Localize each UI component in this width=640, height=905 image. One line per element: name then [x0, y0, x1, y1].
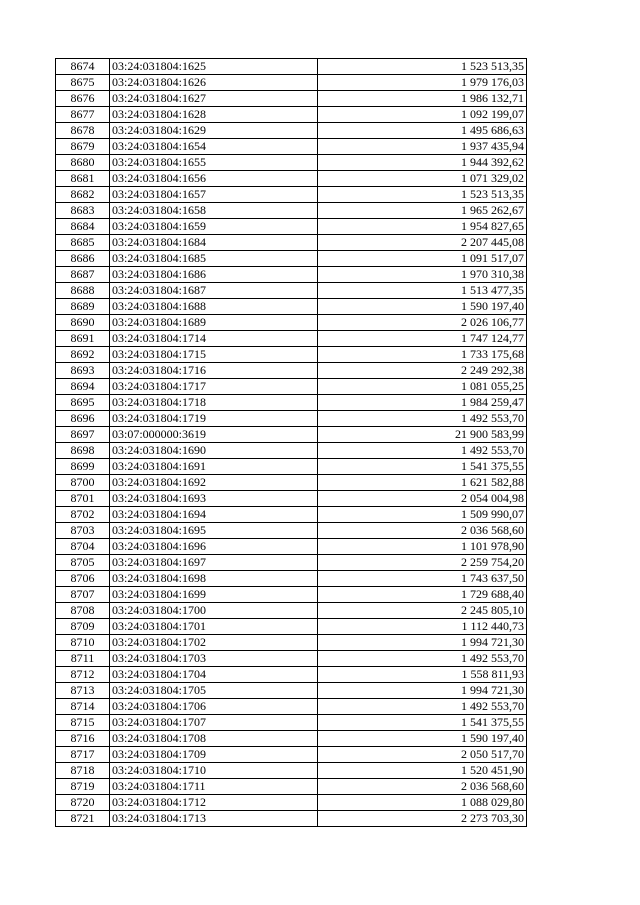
- cadastral-number-cell: 03:24:031804:1711: [110, 779, 318, 795]
- cadastral-value-cell: 2 036 568,60: [318, 523, 527, 539]
- row-number-cell: 8720: [56, 795, 110, 811]
- cadastral-value-cell: 1 520 451,90: [318, 763, 527, 779]
- table-row: [56, 347, 527, 363]
- cadastral-value-cell: 1 590 197,40: [318, 731, 527, 747]
- cadastral-value-cell: 1 492 553,70: [318, 411, 527, 427]
- table-row: [56, 91, 527, 107]
- cadastral-value-cell: 1 492 553,70: [318, 443, 527, 459]
- cadastral-value-cell: 1 541 375,55: [318, 459, 527, 475]
- cadastral-value-cell: 1 088 029,80: [318, 795, 527, 811]
- table-row: [56, 699, 527, 715]
- table-row: [56, 715, 527, 731]
- cadastral-value-cell: 1 979 176,03: [318, 75, 527, 91]
- row-number-cell: 8717: [56, 747, 110, 763]
- cadastral-value-cell: 1 112 440,73: [318, 619, 527, 635]
- cadastral-value-cell: 1 101 978,90: [318, 539, 527, 555]
- cadastral-number-cell: 03:24:031804:1707: [110, 715, 318, 731]
- cadastral-value-cell: 1 513 477,35: [318, 283, 527, 299]
- row-number-cell: 8686: [56, 251, 110, 267]
- row-number-cell: 8704: [56, 539, 110, 555]
- table-row: [56, 59, 527, 75]
- cadastral-number-cell: 03:24:031804:1629: [110, 123, 318, 139]
- row-number-cell: 8701: [56, 491, 110, 507]
- cadastral-number-cell: 03:24:031804:1659: [110, 219, 318, 235]
- cadastral-value-cell: 21 900 583,99: [318, 427, 527, 443]
- cadastral-number-cell: 03:24:031804:1697: [110, 555, 318, 571]
- table-row: [56, 619, 527, 635]
- cadastral-value-cell: 1 590 197,40: [318, 299, 527, 315]
- row-number-cell: 8706: [56, 571, 110, 587]
- cadastral-number-cell: 03:24:031804:1715: [110, 347, 318, 363]
- table-row: [56, 171, 527, 187]
- row-number-cell: 8716: [56, 731, 110, 747]
- row-number-cell: 8674: [56, 59, 110, 75]
- row-number-cell: 8721: [56, 811, 110, 827]
- cadastral-number-cell: 03:24:031804:1689: [110, 315, 318, 331]
- cadastral-number-cell: 03:24:031804:1691: [110, 459, 318, 475]
- table-row: [56, 379, 527, 395]
- cadastral-value-cell: 1 509 990,07: [318, 507, 527, 523]
- cadastral-number-cell: 03:24:031804:1628: [110, 107, 318, 123]
- cadastral-number-cell: 03:24:031804:1706: [110, 699, 318, 715]
- cadastral-number-cell: 03:24:031804:1705: [110, 683, 318, 699]
- cadastral-number-cell: 03:24:031804:1695: [110, 523, 318, 539]
- row-number-cell: 8680: [56, 155, 110, 171]
- row-number-cell: 8691: [56, 331, 110, 347]
- row-number-cell: 8718: [56, 763, 110, 779]
- cadastral-value-cell: 2 054 004,98: [318, 491, 527, 507]
- row-number-cell: 8713: [56, 683, 110, 699]
- cadastral-value-cell: 1 523 513,35: [318, 187, 527, 203]
- row-number-cell: 8719: [56, 779, 110, 795]
- table-row: [56, 763, 527, 779]
- table-row: [56, 251, 527, 267]
- cadastral-value-cell: 1 541 375,55: [318, 715, 527, 731]
- table-row: [56, 555, 527, 571]
- cadastral-number-cell: 03:24:031804:1654: [110, 139, 318, 155]
- table-row: [56, 395, 527, 411]
- table-row: [56, 667, 527, 683]
- cadastral-number-cell: 03:24:031804:1698: [110, 571, 318, 587]
- cadastral-number-cell: 03:24:031804:1658: [110, 203, 318, 219]
- row-number-cell: 8711: [56, 651, 110, 667]
- cadastral-number-cell: 03:24:031804:1699: [110, 587, 318, 603]
- cadastral-number-cell: 03:24:031804:1690: [110, 443, 318, 459]
- table-row: [56, 267, 527, 283]
- row-number-cell: 8712: [56, 667, 110, 683]
- row-number-cell: 8708: [56, 603, 110, 619]
- row-number-cell: 8677: [56, 107, 110, 123]
- cadastral-number-cell: 03:24:031804:1708: [110, 731, 318, 747]
- cadastral-number-cell: 03:07:000000:3619: [110, 427, 318, 443]
- row-number-cell: 8695: [56, 395, 110, 411]
- table-row: [56, 795, 527, 811]
- table-row: [56, 219, 527, 235]
- table-row: [56, 363, 527, 379]
- cadastral-value-cell: 1 492 553,70: [318, 651, 527, 667]
- cadastral-value-cell: 2 207 445,08: [318, 235, 527, 251]
- cadastral-value-cell: 1 944 392,62: [318, 155, 527, 171]
- cadastral-value-cell: 1 994 721,30: [318, 683, 527, 699]
- row-number-cell: 8688: [56, 283, 110, 299]
- cadastral-number-cell: 03:24:031804:1684: [110, 235, 318, 251]
- table-row: [56, 139, 527, 155]
- table-row: [56, 523, 527, 539]
- cadastral-value-cell: 1 495 686,63: [318, 123, 527, 139]
- cadastral-number-cell: 03:24:031804:1688: [110, 299, 318, 315]
- cadastral-value-table-container: [55, 58, 526, 827]
- table-row: [56, 155, 527, 171]
- cadastral-value-cell: 1 986 132,71: [318, 91, 527, 107]
- cadastral-number-cell: 03:24:031804:1700: [110, 603, 318, 619]
- table-row: [56, 507, 527, 523]
- table-row: [56, 411, 527, 427]
- row-number-cell: 8687: [56, 267, 110, 283]
- cadastral-number-cell: 03:24:031804:1696: [110, 539, 318, 555]
- table-row: [56, 539, 527, 555]
- table-row: [56, 459, 527, 475]
- cadastral-number-cell: 03:24:031804:1704: [110, 667, 318, 683]
- cadastral-value-cell: 1 970 310,38: [318, 267, 527, 283]
- row-number-cell: 8714: [56, 699, 110, 715]
- cadastral-value-cell: 1 071 329,02: [318, 171, 527, 187]
- cadastral-value-cell: 1 092 199,07: [318, 107, 527, 123]
- cadastral-number-cell: 03:24:031804:1685: [110, 251, 318, 267]
- cadastral-number-cell: 03:24:031804:1687: [110, 283, 318, 299]
- cadastral-number-cell: 03:24:031804:1709: [110, 747, 318, 763]
- cadastral-value-cell: 1 937 435,94: [318, 139, 527, 155]
- table-row: [56, 443, 527, 459]
- cadastral-number-cell: 03:24:031804:1716: [110, 363, 318, 379]
- cadastral-number-cell: 03:24:031804:1625: [110, 59, 318, 75]
- row-number-cell: 8678: [56, 123, 110, 139]
- cadastral-number-cell: 03:24:031804:1627: [110, 91, 318, 107]
- cadastral-value-cell: 2 273 703,30: [318, 811, 527, 827]
- table-row: [56, 427, 527, 443]
- row-number-cell: 8715: [56, 715, 110, 731]
- table-row: [56, 299, 527, 315]
- cadastral-value-cell: 1 729 688,40: [318, 587, 527, 603]
- cadastral-number-cell: 03:24:031804:1713: [110, 811, 318, 827]
- cadastral-value-cell: 1 091 517,07: [318, 251, 527, 267]
- table-row: [56, 203, 527, 219]
- row-number-cell: 8690: [56, 315, 110, 331]
- row-number-cell: 8692: [56, 347, 110, 363]
- cadastral-value-cell: 2 026 106,77: [318, 315, 527, 331]
- cadastral-number-cell: 03:24:031804:1626: [110, 75, 318, 91]
- row-number-cell: 8698: [56, 443, 110, 459]
- cadastral-number-cell: 03:24:031804:1719: [110, 411, 318, 427]
- table-row: [56, 587, 527, 603]
- row-number-cell: 8675: [56, 75, 110, 91]
- table-row: [56, 491, 527, 507]
- table-row: [56, 747, 527, 763]
- row-number-cell: 8707: [56, 587, 110, 603]
- table-row: [56, 235, 527, 251]
- table-row: [56, 123, 527, 139]
- cadastral-number-cell: 03:24:031804:1655: [110, 155, 318, 171]
- table-row: [56, 475, 527, 491]
- cadastral-number-cell: 03:24:031804:1693: [110, 491, 318, 507]
- table-row: [56, 187, 527, 203]
- cadastral-value-cell: 1 733 175,68: [318, 347, 527, 363]
- cadastral-number-cell: 03:24:031804:1656: [110, 171, 318, 187]
- table-row: [56, 683, 527, 699]
- cadastral-number-cell: 03:24:031804:1718: [110, 395, 318, 411]
- row-number-cell: 8699: [56, 459, 110, 475]
- row-number-cell: 8681: [56, 171, 110, 187]
- table-row: [56, 331, 527, 347]
- table-row: [56, 107, 527, 123]
- cadastral-number-cell: 03:24:031804:1714: [110, 331, 318, 347]
- row-number-cell: 8697: [56, 427, 110, 443]
- row-number-cell: 8683: [56, 203, 110, 219]
- row-number-cell: 8694: [56, 379, 110, 395]
- cadastral-value-cell: 2 259 754,20: [318, 555, 527, 571]
- cadastral-value-cell: 1 621 582,88: [318, 475, 527, 491]
- table-row: [56, 635, 527, 651]
- cadastral-value-cell: 1 984 259,47: [318, 395, 527, 411]
- cadastral-value-cell: 2 036 568,60: [318, 779, 527, 795]
- table-row: [56, 651, 527, 667]
- row-number-cell: 8703: [56, 523, 110, 539]
- table-row: [56, 315, 527, 331]
- row-number-cell: 8705: [56, 555, 110, 571]
- row-number-cell: 8700: [56, 475, 110, 491]
- cadastral-value-cell: 1 954 827,65: [318, 219, 527, 235]
- row-number-cell: 8710: [56, 635, 110, 651]
- cadastral-value-cell: 1 965 262,67: [318, 203, 527, 219]
- row-number-cell: 8684: [56, 219, 110, 235]
- cadastral-value-cell: 2 050 517,70: [318, 747, 527, 763]
- table-row: [56, 603, 527, 619]
- row-number-cell: 8682: [56, 187, 110, 203]
- cadastral-number-cell: 03:24:031804:1702: [110, 635, 318, 651]
- cadastral-number-cell: 03:24:031804:1694: [110, 507, 318, 523]
- cadastral-value-cell: 2 245 805,10: [318, 603, 527, 619]
- row-number-cell: 8693: [56, 363, 110, 379]
- row-number-cell: 8689: [56, 299, 110, 315]
- cadastral-value-cell: 1 523 513,35: [318, 59, 527, 75]
- cadastral-value-cell: 1 558 811,93: [318, 667, 527, 683]
- row-number-cell: 8709: [56, 619, 110, 635]
- table-body: [56, 59, 527, 827]
- cadastral-number-cell: 03:24:031804:1657: [110, 187, 318, 203]
- table-row: [56, 731, 527, 747]
- row-number-cell: 8685: [56, 235, 110, 251]
- cadastral-number-cell: 03:24:031804:1686: [110, 267, 318, 283]
- row-number-cell: 8696: [56, 411, 110, 427]
- cadastral-number-cell: 03:24:031804:1703: [110, 651, 318, 667]
- row-number-cell: 8679: [56, 139, 110, 155]
- cadastral-number-cell: 03:24:031804:1712: [110, 795, 318, 811]
- table-row: [56, 571, 527, 587]
- table-row: [56, 779, 527, 795]
- cadastral-number-cell: 03:24:031804:1717: [110, 379, 318, 395]
- cadastral-value-cell: 1 081 055,25: [318, 379, 527, 395]
- cadastral-value-cell: 1 743 637,50: [318, 571, 527, 587]
- cadastral-number-cell: 03:24:031804:1710: [110, 763, 318, 779]
- table-row: [56, 811, 527, 827]
- cadastral-value-cell: 1 747 124,77: [318, 331, 527, 347]
- cadastral-value-table: [55, 58, 527, 827]
- cadastral-value-cell: 1 492 553,70: [318, 699, 527, 715]
- cadastral-value-cell: 1 994 721,30: [318, 635, 527, 651]
- row-number-cell: 8676: [56, 91, 110, 107]
- cadastral-number-cell: 03:24:031804:1701: [110, 619, 318, 635]
- table-row: [56, 75, 527, 91]
- table-row: [56, 283, 527, 299]
- cadastral-number-cell: 03:24:031804:1692: [110, 475, 318, 491]
- cadastral-value-cell: 2 249 292,38: [318, 363, 527, 379]
- row-number-cell: 8702: [56, 507, 110, 523]
